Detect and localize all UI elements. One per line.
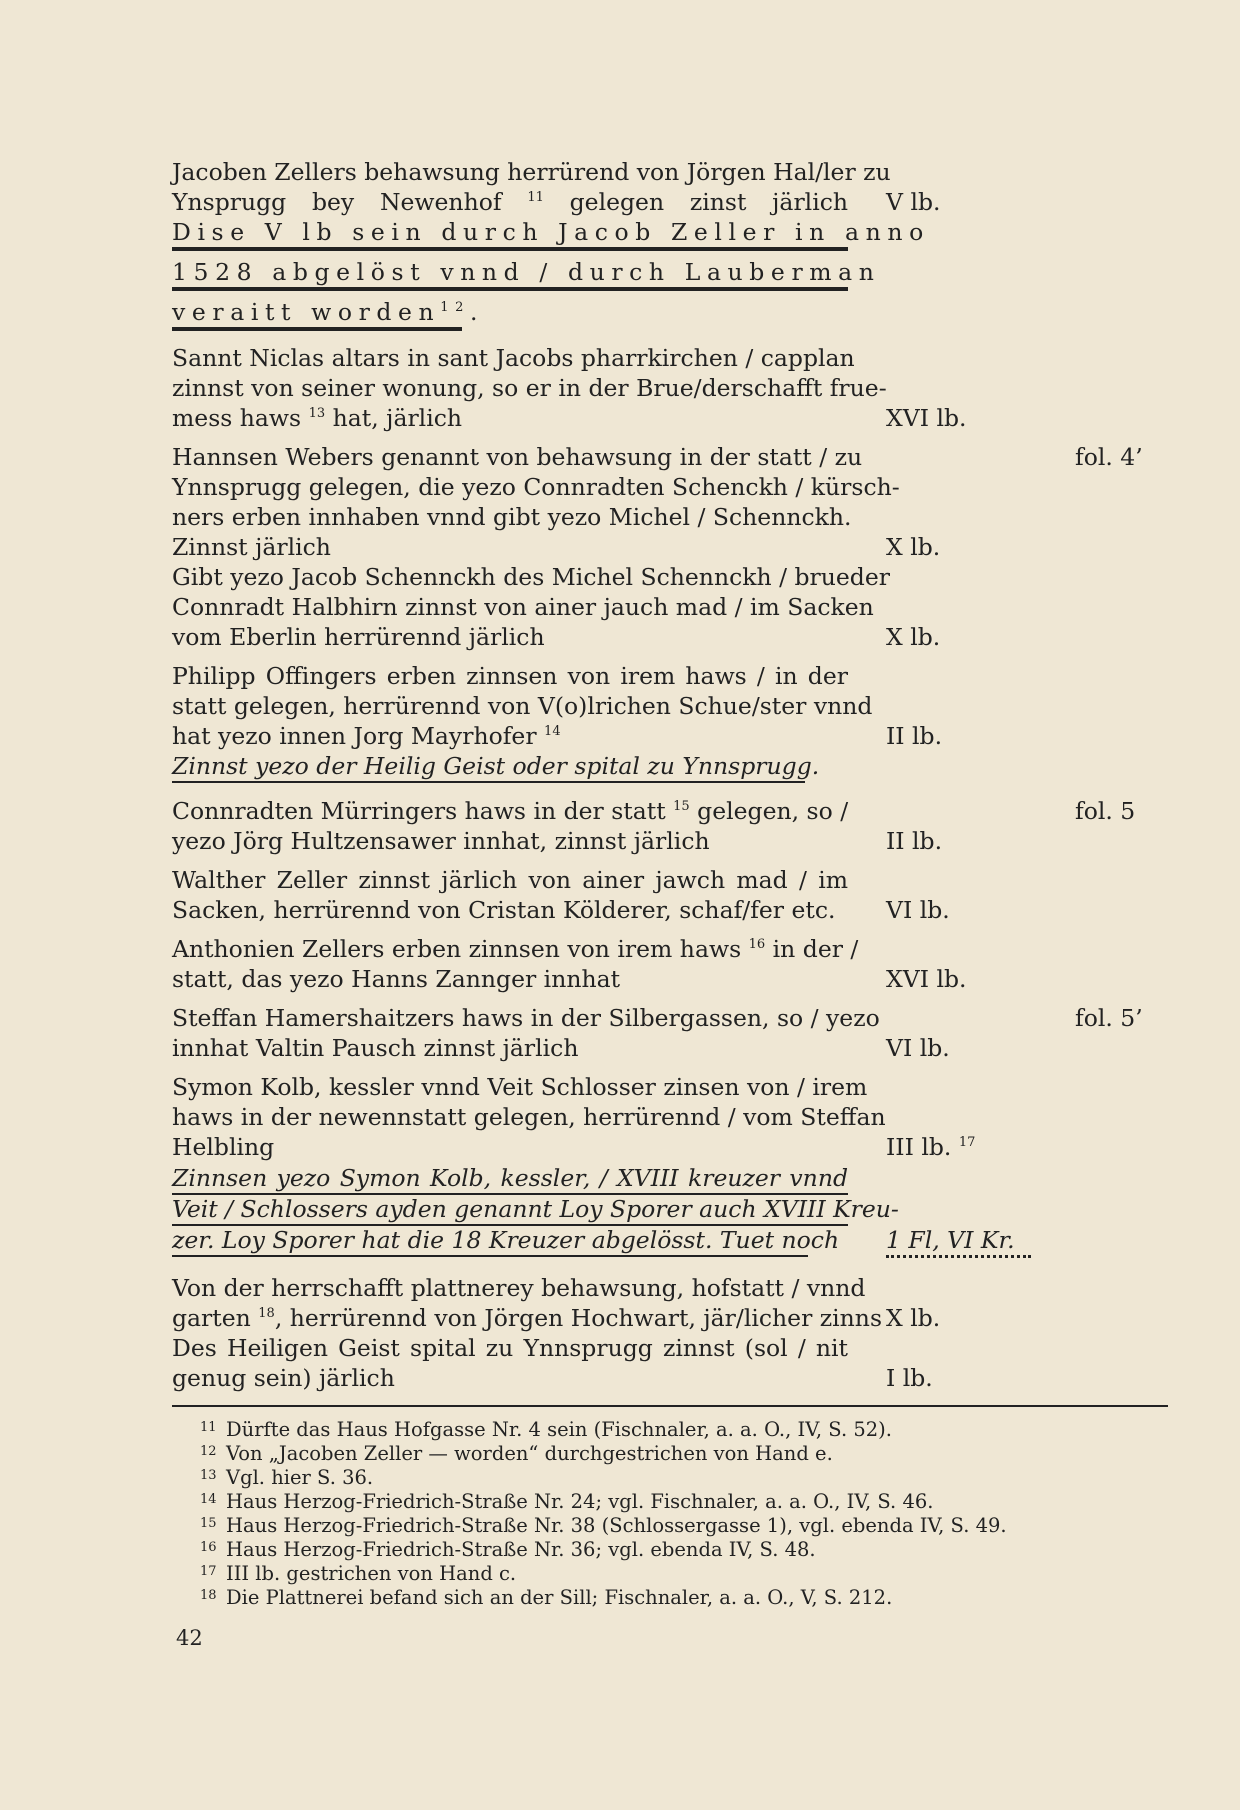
amount: II lb. bbox=[886, 827, 943, 855]
entry-line: vom Eberlin herrürennd järlich bbox=[172, 623, 545, 651]
footnote-ref: 11 bbox=[527, 190, 544, 205]
document-page: Jacoben Zellers behawsung herrürend von Jörgen Hal/ler zu Ynsprugg bey Newenhof $^{11}$ gelegen zinst järlich V lb. Dise V lb sein durch Jacob Zeller in anno 1528 abgelöst vnnd / durch Lauberman veraitt worden$^{12}$. Sannt Niclas altars in sant Jacobs pharrkirchen / capplan zinnst von seiner wonung, so er in der Brue/derschafft frue- mess haws $^{13}$ hat, järlich XVI lb. Hannsen Webers genannt von behawsung in der statt / zu fol. 4’ Ynnsprugg gelegen, die yezo Connradten Schenckh / kürsch- ners erben innhaben vnnd gibt yezo Michel / Schennckh. Zinnst järlich X lb. Gibt yezo Jacob Schennckh des Michel Schennckh / brueder Connradt Halbhirn zinnst von ainer jauch mad / im Sacken vom Eberlin herrürennd järlich X lb. Philipp Offingers erben zinnsen von irem haws / in der statt gelegen, herrürennd von V(o)lrichen Schue/ster vnnd hat yezo innen Jorg Mayrhofer $^{14}$ II lb. Zinnst yezo der Heilig Geist oder spital zu Ynnsprugg. Connradten Mürringers haws in der statt $^{15}$ gelegen, so / fol. 5 yezo Jörg Hultzensawer innhat, zinnst järlich II lb. Walther Zeller zinnst järlich von ainer jawch mad / im Sacken, herrürennd von Cristan Kölderer, schaf/fer etc. VI lb. Anthonien Zellers erben zinnsen von irem haws $^{16}$ in der / statt, das yezo Hanns Zannger innhat XVI lb. Steffan Hamershaitzers haws in der Silbergassen, so / yezo fol. 5’ innhat Valtin Pausch zinnst järlich VI lb. Symon Kolb, kessler vnnd Veit Schlosser zinsen von / irem haws in der newennstatt gelegen, herrürennd / vom Steffan Helbling III lb. $^{17}$ Zinnsen yezo Symon Kolb, kessler, / XVIII kreuzer vnnd Veit / Schlossers ayden genannt Loy Sporer auch XVIII Kreu- zer. Loy Sporer hat die 18 Kreuzer abgelösst. Tuet noch 1 Fl, VI Kr. Von der herrschafft plattnerey behawsung, hofstatt / vnnd garten $^{18}$, herrürennd von Jörgen Hochwart, jär/licher zinns X lb. Des Heiligen Geist spital zu Ynnsprugg zinnst (sol / nit genug sein) järlich I lb. 11 Dürfte das Haus Hofgasse Nr. 4 sein (Fischnaler, a. a. O., IV, S. 52). 12 Von „Jacoben Zeller — worden“ durchgestrichen von Hand e. 13 Vgl. hier S. 36. 14 Haus Herzog-Friedrich-Straße Nr. 24; vgl. Fischnaler, a. a. O., IV, S. 46. 15 Haus Herzog-Friedrich-Straße Nr. 38 (Schlossergasse 1), vgl. ebenda IV, S. 49. 16 Haus Herzog-Friedrich-Straße Nr. 36; vgl. ebenda IV, S. 48. 17 III lb. gestrichen von Hand c. 18 Die Plattnerei befand sich an der Sill; Fischnaler, a. a. O., V, S. 212. 42 bbox=[0, 0, 1240, 1810]
entry-line: Ynnsprugg gelegen, die yezo Connradten Schenckh / kürsch- bbox=[172, 473, 900, 501]
folio-marker: fol. 4’ bbox=[1075, 443, 1143, 471]
entry-line: Connradt Halbhirn zinnst von ainer jauch mad / im Sacken bbox=[172, 593, 874, 621]
entry-line: Connradten Mürringers haws in der statt $^{15}$ gelegen, so / bbox=[172, 797, 849, 825]
entry-line: mess haws $^{13}$ hat, järlich bbox=[172, 404, 463, 432]
entry-line: Philipp Offingers erben zinnsen von irem haws / in der bbox=[172, 662, 848, 690]
entry-line: Ynsprugg bey Newenhof $^{11}$ gelegen zinst järlich bbox=[172, 188, 849, 216]
struck-line: Dise V lb sein durch Jacob Zeller in anno bbox=[172, 217, 848, 251]
footnote-ref: 15 bbox=[673, 799, 690, 814]
italic-note: Veit / Schlossers ayden genannt Loy Sporer auch XVIII Kreu- bbox=[172, 1194, 848, 1226]
amount: XVI lb. bbox=[886, 965, 967, 993]
entry-line: Anthonien Zellers erben zinnsen von irem haws $^{16}$ in der / bbox=[172, 935, 859, 963]
entry-line: Gibt yezo Jacob Schennckh des Michel Schennckh / brueder bbox=[172, 563, 890, 591]
footnote-ref: 14 bbox=[544, 724, 561, 739]
footnote-ref: 17 bbox=[958, 1135, 976, 1150]
amount: 1 Fl, VI Kr. bbox=[886, 1225, 1031, 1258]
amount: XVI lb. bbox=[886, 404, 967, 432]
italic-note: Zinnst yezo der Heilig Geist oder spital zu Ynnsprugg. bbox=[172, 751, 805, 783]
italic-note: zer. Loy Sporer hat die 18 Kreuzer abgelösst. Tuet noch bbox=[172, 1225, 808, 1257]
amount: II lb. bbox=[886, 722, 943, 750]
amount: I lb. bbox=[886, 1364, 933, 1392]
entry-line: innhat Valtin Pausch zinnst järlich bbox=[172, 1034, 579, 1062]
entry-line: Symon Kolb, kessler vnnd Veit Schlosser zinsen von / irem bbox=[172, 1073, 868, 1101]
entry-line: Jacoben Zellers behawsung herrürend von Jörgen Hal/ler zu bbox=[172, 158, 891, 186]
entry-line: Hannsen Webers genannt von behawsung in der statt / zu bbox=[172, 443, 863, 471]
footnote-ref: 16 bbox=[748, 937, 766, 952]
entry-line: hat yezo innen Jorg Mayrhofer $^{14}$ bbox=[172, 722, 561, 750]
entry-line: ners erben innhaben vnnd gibt yezo Michel / Schennckh. bbox=[172, 503, 852, 531]
italic-note: Zinnsen yezo Symon Kolb, kessler, / XVIII kreuzer vnnd bbox=[172, 1163, 848, 1195]
footnote-ref: 12 bbox=[440, 300, 471, 315]
amount: X lb. bbox=[886, 533, 941, 561]
entry-line: Des Heiligen Geist spital zu Ynnsprugg zinnst (sol / nit bbox=[172, 1334, 848, 1362]
folio-marker: fol. 5’ bbox=[1075, 1004, 1143, 1032]
footnote-ref: 18 bbox=[258, 1306, 275, 1321]
entry-line: statt, das yezo Hanns Zannger innhat bbox=[172, 965, 621, 993]
amount: V lb. bbox=[886, 188, 941, 216]
entry-line: statt gelegen, herrürennd von V(o)lrichen Schue/ster vnnd bbox=[172, 692, 873, 720]
amount: X lb. bbox=[886, 623, 941, 651]
struck-line: veraitt worden$^{12}$. bbox=[172, 297, 462, 331]
footnote-separator bbox=[172, 1405, 1168, 1407]
page-number: 42 bbox=[176, 1626, 203, 1650]
entry-line: Walther Zeller zinnst järlich von ainer jawch mad / im bbox=[172, 866, 848, 894]
amount: X lb. bbox=[886, 1304, 941, 1332]
entry-line: zinnst von seiner wonung, so er in der Brue/derschafft frue- bbox=[172, 374, 887, 402]
entry-line: garten $^{18}$, herrürennd von Jörgen Hochwart, jär/licher zinns bbox=[172, 1304, 883, 1332]
amount: III lb. $^{17}$ bbox=[886, 1133, 976, 1161]
entry-line: Sannt Niclas altars in sant Jacobs pharrkirchen / capplan bbox=[172, 344, 855, 372]
struck-line: 1528 abgelöst vnnd / durch Lauberman bbox=[172, 257, 848, 291]
entry-line: Helbling bbox=[172, 1133, 275, 1161]
entry-line: haws in der newennstatt gelegen, herrürennd / vom Steffan bbox=[172, 1103, 886, 1131]
entry-line: yezo Jörg Hultzensawer innhat, zinnst järlich bbox=[172, 827, 710, 855]
amount: VI lb. bbox=[886, 896, 950, 924]
entry-line: Sacken, herrürennd von Cristan Kölderer, schaf/fer etc. bbox=[172, 896, 836, 924]
entry-line: genug sein) järlich bbox=[172, 1364, 395, 1392]
folio-marker: fol. 5 bbox=[1075, 797, 1136, 825]
entry-line: Steffan Hamershaitzers haws in der Silbergassen, so / yezo bbox=[172, 1004, 880, 1032]
amount: VI lb. bbox=[886, 1034, 950, 1062]
entry-line: Von der herrschafft plattnerey behawsung, hofstatt / vnnd bbox=[172, 1274, 866, 1302]
footnote-ref: 13 bbox=[308, 406, 326, 421]
entry-line: Zinnst järlich bbox=[172, 533, 331, 561]
